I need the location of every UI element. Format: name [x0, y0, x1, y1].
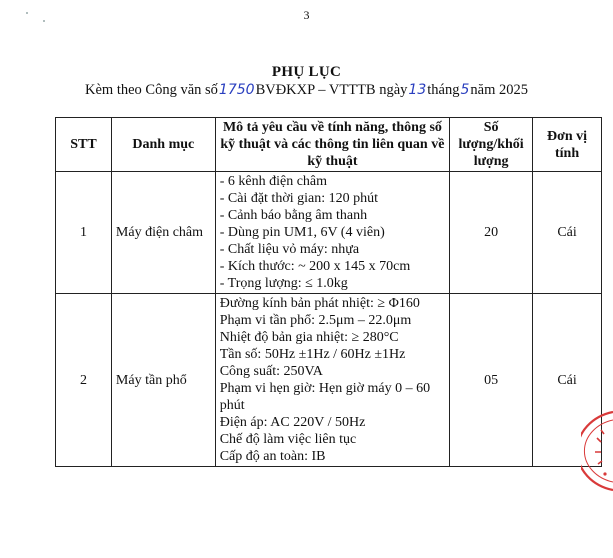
subtitle-prefix: Kèm theo Công văn số [85, 82, 218, 98]
description-line: - Chất liệu vỏ máy: nhựa [219, 242, 360, 257]
document-subtitle [0, 82, 613, 99]
description-line: - Kích thước: ~ 200 x 145 x 70cm [219, 259, 411, 274]
description-line: Đường kính bản phát nhiệt: ≥ Φ160 [219, 296, 420, 311]
description-line: - Cài đặt thời gian: 120 phút [219, 191, 378, 206]
description-line: - Trọng lượng: ≤ 1.0kg [219, 276, 348, 291]
description-line: Nhiệt độ bản gia nhiệt: ≥ 280°C [219, 330, 399, 345]
description-line: Tần số: 50Hz ±1Hz / 60Hz ±1Hz [219, 347, 406, 362]
handwritten-month: 5 [460, 82, 470, 98]
row-quantity: 20 [450, 172, 533, 294]
row-unit: Cái [533, 172, 602, 294]
description-line: - Dùng pin UM1, 6V (4 viên) [219, 225, 385, 240]
equipment-spec-table [55, 117, 602, 467]
description-line: Công suất: 250VA [219, 364, 323, 379]
row-item: Máy điện châm [111, 172, 215, 294]
header-quantity: Số lượng/khối lượng [450, 118, 533, 172]
description-line: - Cảnh báo bằng âm thanh [219, 208, 368, 223]
table-row [56, 294, 602, 467]
red-seal-stamp [581, 408, 613, 494]
description-line: Điện áp: AC 220V / 50Hz [219, 415, 366, 430]
row-stt: 2 [56, 294, 112, 467]
handwritten-day: 13 [408, 82, 427, 98]
description-line: Phạm vi hẹn giờ: Hẹn giờ máy 0 – 60 phút [219, 381, 431, 413]
header-description: Mô tả yêu cầu về tính năng, thông số kỹ thuật và các thông tin liên quan về kỹ thuật [215, 118, 449, 172]
description-line: Chế độ làm việc liên tục [219, 432, 357, 447]
row-quantity: 05 [450, 294, 533, 467]
scan-speck [26, 12, 28, 14]
description-line: - 6 kênh điện châm [219, 174, 328, 189]
description-line: Cấp độ an toàn: IB [219, 449, 326, 464]
table-header-row [56, 118, 602, 172]
row-stt: 1 [56, 172, 112, 294]
header-unit: Đơn vị tính [533, 118, 602, 172]
subtitle-suffix: năm 2025 [470, 82, 528, 98]
subtitle-month-label: tháng [427, 82, 460, 98]
document-title: PHỤ LỤC [271, 64, 342, 80]
row-unit: Cái [533, 294, 602, 467]
row-description [215, 172, 449, 294]
description-line: Phạm vi tần phổ: 2.5μm – 22.0μm [219, 313, 412, 328]
page-number: 3 [303, 8, 310, 22]
header-stt: STT [56, 118, 112, 172]
subtitle-middle: BVĐKXP – VTTTB ngày [255, 82, 408, 98]
handwritten-doc-number: 1750 [218, 82, 255, 98]
header-item: Danh mục [111, 118, 215, 172]
row-description [215, 294, 449, 467]
row-item: Máy tần phổ [111, 294, 215, 467]
scan-speck [43, 20, 45, 22]
table-row [56, 172, 602, 294]
